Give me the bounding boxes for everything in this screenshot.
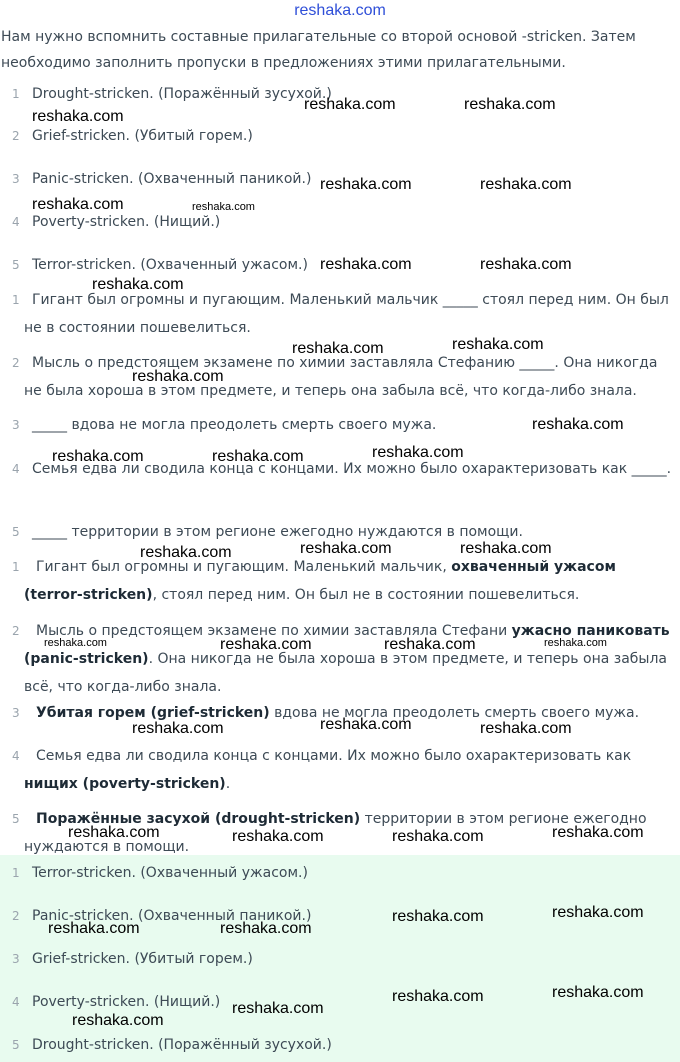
watermark: reshaka.com: [132, 720, 224, 737]
watermark: reshaka.com: [544, 637, 607, 649]
item-number: 5: [12, 258, 20, 272]
answer-highlight: нищих (poverty-stricken): [24, 776, 226, 792]
watermark: reshaka.com: [72, 1012, 164, 1029]
word-text: Drought-stricken. (Поражённый зусухой.): [32, 86, 332, 102]
watermark: reshaka.com: [552, 984, 644, 1001]
word-text: Poverty-stricken. (Нищий.): [32, 214, 221, 230]
answer-text: Поражённые засухой (drought-stricken) территории в этом регионе ежегодно нуждаются в помощи.: [24, 811, 647, 855]
watermark: reshaka.com: [460, 540, 552, 557]
watermark: reshaka.com: [320, 256, 412, 273]
watermark: reshaka.com: [44, 637, 107, 649]
answer-text: Убитая горем (grief-stricken) вдова не могла преодолеть смерть своего мужа.: [36, 705, 640, 721]
watermark: reshaka.com: [392, 828, 484, 845]
item-number: 2: [12, 129, 20, 143]
watermark: reshaka.com: [132, 368, 224, 385]
item-number: 3: [12, 952, 20, 966]
answer-highlight: ужасно паниковать (panic-stricken): [24, 623, 670, 667]
watermark: reshaka.com: [480, 256, 572, 273]
item-number: 4: [12, 462, 20, 476]
sentence-text: _____ вдова не могла преодолеть смерть своего мужа.: [32, 417, 437, 433]
watermark: reshaka.com: [532, 416, 624, 433]
item-number: 2: [12, 624, 20, 638]
watermark: reshaka.com: [480, 720, 572, 737]
sentence-text: _____ территории в этом регионе ежегодно нуждаются в помощи.: [32, 524, 523, 540]
answer-text: Семья едва ли сводила конца с концами. Их можно было охарактеризовать как нищих (poverty-stricken).: [24, 748, 632, 792]
task-intro: Нам нужно вспомнить составные прилагательные со второй основой -stricken. Затем необходимо заполнить пропуски в предложениях этими прилагательными.: [1, 29, 636, 71]
word-text: Grief-stricken. (Убитый горем.): [32, 128, 253, 144]
answer-highlight: охваченный ужасом (terror-stricken): [24, 559, 616, 603]
item-number: 5: [12, 525, 20, 539]
watermark: reshaka.com: [480, 176, 572, 193]
answer-text: Гигант был огромны и пугающим. Маленький мальчик, охваченный ужасом (terror-stricken), стоял перед ним. Он был не в состоянии пошевелиться.: [24, 559, 616, 603]
item-number: 1: [12, 293, 20, 307]
watermark: reshaka.com: [232, 828, 324, 845]
watermark: reshaka.com: [212, 448, 304, 465]
item-number: 3: [12, 418, 20, 432]
watermark: reshaka.com: [384, 636, 476, 653]
summary-text: Panic-stricken. (Охваченный паникой.): [32, 908, 312, 924]
watermark: reshaka.com: [320, 716, 412, 733]
item-number: 4: [12, 749, 20, 763]
watermark: reshaka.com: [392, 908, 484, 925]
word-text: Panic-stricken. (Охваченный паникой.): [32, 171, 312, 187]
watermark: reshaka.com: [192, 201, 255, 213]
sentence-text: Семья едва ли сводила конца с концами. Их можно было охарактеризовать как _____.: [32, 461, 672, 477]
watermark: reshaka.com: [220, 920, 312, 937]
answer-text: Мысль о предстоящем экзамене по химии заставляла Стефани ужасно паниковать (panic-stricken). Она никогда не была хороша в этом предмете, и теперь она забыла всё, что когда-либо знала.: [24, 623, 670, 695]
item-number: 1: [12, 560, 20, 574]
watermark: reshaka.com: [48, 920, 140, 937]
summary-text: Poverty-stricken. (Нищий.): [32, 994, 221, 1010]
item-number: 4: [12, 215, 20, 229]
watermark: reshaka.com: [68, 824, 160, 841]
summary-text: Drought-stricken. (Поражённый зусухой.): [32, 1037, 332, 1053]
watermark: reshaka.com: [52, 448, 144, 465]
watermark: reshaka.com: [320, 176, 412, 193]
watermark: reshaka.com: [464, 96, 556, 113]
word-text: Terror-stricken. (Охваченный ужасом.): [32, 257, 308, 273]
sentence-text: Мысль о предстоящем экзамене по химии заставляла Стефанию _____. Она никогда не была хороша в этом предмете, и теперь она забыла всё, что когда-либо знала.: [24, 355, 658, 399]
item-number: 2: [12, 356, 20, 370]
watermark: reshaka.com: [32, 196, 124, 213]
item-number: 1: [12, 87, 20, 101]
watermark: reshaka.com: [140, 544, 232, 561]
watermark: reshaka.com: [552, 824, 644, 841]
item-number: 3: [12, 706, 20, 720]
watermark: reshaka.com: [220, 636, 312, 653]
answer-highlight: Убитая горем (grief-stricken): [36, 705, 270, 721]
item-number: 5: [12, 812, 20, 826]
item-number: 2: [12, 909, 20, 923]
watermark: reshaka.com: [32, 108, 124, 125]
item-number: 5: [12, 1038, 20, 1052]
watermark: reshaka.com: [292, 340, 384, 357]
answer-highlight: Поражённые засухой (drought-stricken): [36, 811, 361, 827]
watermark: reshaka.com: [92, 276, 184, 293]
sentence-text: Гигант был огромны и пугающим. Маленький мальчик _____ стоял перед ним. Он был не в состоянии пошевелиться.: [24, 292, 669, 336]
summary-text: Grief-stricken. (Убитый горем.): [32, 951, 253, 967]
watermark: reshaka.com: [300, 540, 392, 557]
watermark: reshaka.com: [232, 1000, 324, 1017]
site-title-link[interactable]: reshaka.com: [294, 2, 386, 19]
item-number: 4: [12, 995, 20, 1009]
summary-text: Terror-stricken. (Охваченный ужасом.): [32, 865, 308, 881]
item-number: 1: [12, 866, 20, 880]
watermark: reshaka.com: [392, 988, 484, 1005]
watermark: reshaka.com: [372, 444, 464, 461]
watermark: reshaka.com: [452, 336, 544, 353]
watermark: reshaka.com: [304, 96, 396, 113]
watermark: reshaka.com: [552, 904, 644, 921]
item-number: 3: [12, 172, 20, 186]
